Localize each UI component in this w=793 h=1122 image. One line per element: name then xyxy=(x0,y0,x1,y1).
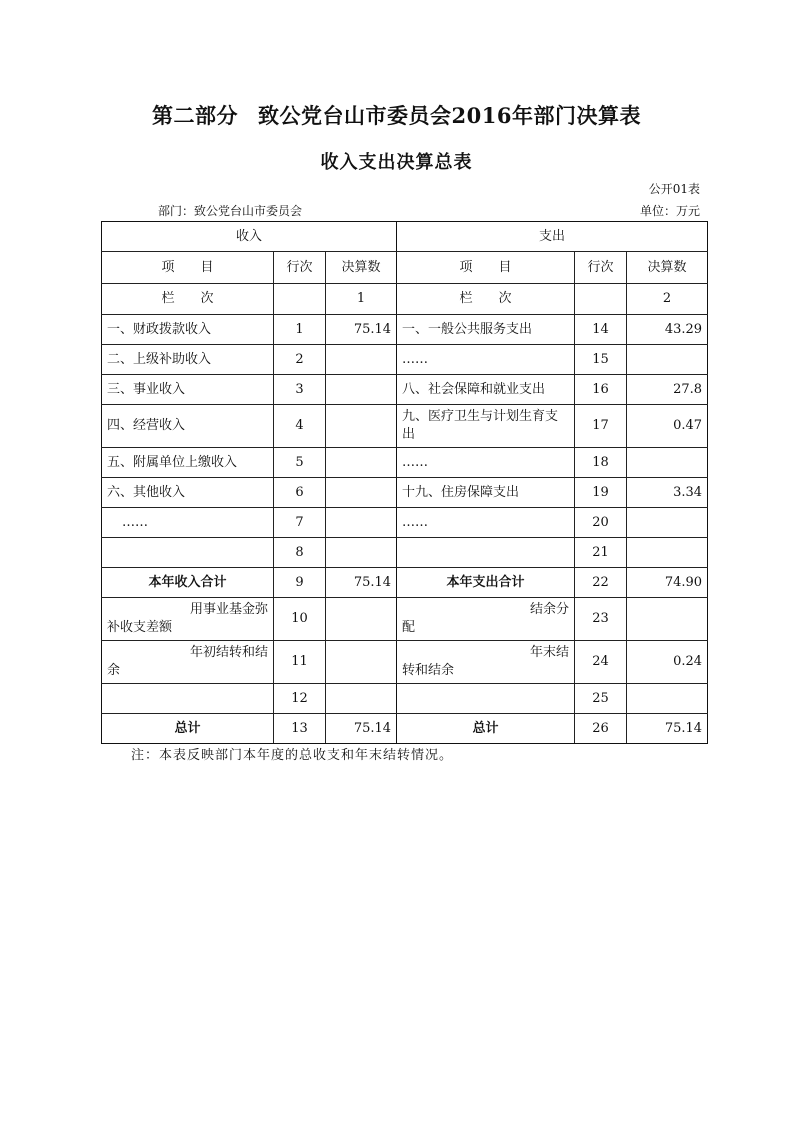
income-total-label: 本年收入合计 xyxy=(102,568,274,598)
expense-amount: 27.8 xyxy=(627,375,708,405)
income-total-line: 9 xyxy=(274,568,326,598)
expense-line: 14 xyxy=(575,315,627,345)
income-col-no: 1 xyxy=(326,284,397,315)
carry-in-amount xyxy=(326,641,397,684)
expense-total-line: 22 xyxy=(575,568,627,598)
income-line: 3 xyxy=(274,375,326,405)
grand-expense-line: 26 xyxy=(575,714,627,744)
income-total-amount: 75.14 xyxy=(326,568,397,598)
income-amount xyxy=(326,478,397,508)
expense-item: 十九、住房保障支出 xyxy=(397,478,575,508)
annual-total-row xyxy=(102,568,708,598)
expense-line: 16 xyxy=(575,375,627,405)
income-line: 6 xyxy=(274,478,326,508)
income-amount xyxy=(326,375,397,405)
expense-line: 20 xyxy=(575,508,627,538)
table-row xyxy=(102,478,708,508)
expense-amount xyxy=(627,538,708,568)
form-code: 公开01表 xyxy=(648,182,700,196)
carry-in-label-line2: 余 xyxy=(107,663,121,678)
expense-item-header: 项 目 xyxy=(397,252,575,284)
table-row xyxy=(102,345,708,375)
carry-in-line: 11 xyxy=(274,641,326,684)
expense-label-line xyxy=(575,284,627,315)
expense-amount: 3.34 xyxy=(627,478,708,508)
carry-out-label xyxy=(397,641,575,684)
carry-out-amount: 0.24 xyxy=(627,641,708,684)
grand-income-line: 13 xyxy=(274,714,326,744)
blank-expense-line: 25 xyxy=(575,684,627,714)
expense-line: 19 xyxy=(575,478,627,508)
expense-amount: 43.29 xyxy=(627,315,708,345)
table-row xyxy=(102,538,708,568)
blank-expense-item xyxy=(397,684,575,714)
title-main: 致公党台山市委员会2016年部门决算表 xyxy=(258,103,641,128)
department-label: 部门：致公党台山市委员会 xyxy=(158,204,303,218)
grand-expense-amount: 75.14 xyxy=(627,714,708,744)
expense-header: 支出 xyxy=(397,222,708,252)
expense-item: …… xyxy=(397,508,575,538)
expense-item: 八、社会保障和就业支出 xyxy=(397,375,575,405)
carry-over-row xyxy=(102,641,708,684)
surplus-amount xyxy=(627,598,708,641)
income-line: 8 xyxy=(274,538,326,568)
page-title xyxy=(0,100,793,130)
grand-income-amount: 75.14 xyxy=(326,714,397,744)
grand-income-label: 总计 xyxy=(102,714,274,744)
expense-item: …… xyxy=(397,448,575,478)
income-amount xyxy=(326,345,397,375)
blank-row xyxy=(102,684,708,714)
fund-line: 10 xyxy=(274,598,326,641)
expense-line: 18 xyxy=(575,448,627,478)
income-amount xyxy=(326,508,397,538)
income-amount xyxy=(326,405,397,448)
income-line: 1 xyxy=(274,315,326,345)
surplus-label xyxy=(397,598,575,641)
unit-label: 单位：万元 xyxy=(639,204,700,218)
table-subtitle: 收入支出决算总表 xyxy=(320,152,473,173)
income-item: 六、其他收入 xyxy=(102,478,274,508)
expense-amount: 0.47 xyxy=(627,405,708,448)
carry-out-label-line2: 转和结余 xyxy=(402,663,455,678)
fund-surplus-row xyxy=(102,598,708,641)
carry-out-line: 24 xyxy=(575,641,627,684)
carry-out-label-line1: 年末结 xyxy=(530,645,570,660)
income-item: 一、财政拨款收入 xyxy=(102,315,274,345)
carry-in-label-line1: 年初结转和结 xyxy=(189,645,268,660)
expense-line: 17 xyxy=(575,405,627,448)
income-line: 7 xyxy=(274,508,326,538)
fund-label-line1: 用事业基金弥 xyxy=(189,602,268,617)
income-line: 5 xyxy=(274,448,326,478)
expense-item xyxy=(397,538,575,568)
expense-amount xyxy=(627,508,708,538)
blank-income-amount xyxy=(326,684,397,714)
income-item: 三、事业收入 xyxy=(102,375,274,405)
table-row xyxy=(102,405,708,448)
income-amount xyxy=(326,448,397,478)
blank-expense-amount xyxy=(627,684,708,714)
table-row xyxy=(102,315,708,345)
expense-total-label: 本年支出合计 xyxy=(397,568,575,598)
expense-line-header: 行次 xyxy=(575,252,627,284)
expense-total-amount: 74.90 xyxy=(627,568,708,598)
table-row xyxy=(102,508,708,538)
expense-amount-header: 决算数 xyxy=(627,252,708,284)
income-amount: 75.14 xyxy=(326,315,397,345)
carry-in-label xyxy=(102,641,274,684)
income-amount-header: 决算数 xyxy=(326,252,397,284)
income-label-line xyxy=(274,284,326,315)
income-item: 二、上级补助收入 xyxy=(102,345,274,375)
income-item: …… xyxy=(102,508,274,538)
surplus-line: 23 xyxy=(575,598,627,641)
fund-label-line2: 补收支差额 xyxy=(107,620,173,635)
income-amount xyxy=(326,538,397,568)
column-number-row xyxy=(102,284,708,315)
table-row xyxy=(102,375,708,405)
expense-col-no: 2 xyxy=(627,284,708,315)
surplus-label-line2: 配 xyxy=(402,620,416,635)
income-line: 4 xyxy=(274,405,326,448)
fund-amount xyxy=(326,598,397,641)
section-header-row xyxy=(102,222,708,252)
expense-label-cell: 栏 次 xyxy=(397,284,575,315)
income-label-cell: 栏 次 xyxy=(102,284,274,315)
expense-amount xyxy=(627,345,708,375)
expense-line: 21 xyxy=(575,538,627,568)
income-item: 四、经营收入 xyxy=(102,405,274,448)
expense-item: 九、医疗卫生与计划生育支出 xyxy=(397,405,575,448)
income-item: 五、附属单位上缴收入 xyxy=(102,448,274,478)
title-part: 第二部分 xyxy=(152,103,239,128)
surplus-label-line1: 结余分 xyxy=(530,602,570,617)
footnote: 注：本表反映部门本年度的总收支和年末结转情况。 xyxy=(131,748,454,763)
blank-income-line: 12 xyxy=(274,684,326,714)
income-line-header: 行次 xyxy=(274,252,326,284)
table-row xyxy=(102,448,708,478)
grand-expense-label: 总计 xyxy=(397,714,575,744)
income-line: 2 xyxy=(274,345,326,375)
fund-label xyxy=(102,598,274,641)
grand-total-row xyxy=(102,714,708,744)
blank-income-item xyxy=(102,684,274,714)
income-item xyxy=(102,538,274,568)
expense-line: 15 xyxy=(575,345,627,375)
income-header: 收入 xyxy=(102,222,397,252)
budget-table xyxy=(101,221,708,744)
expense-amount xyxy=(627,448,708,478)
column-header-row xyxy=(102,252,708,284)
expense-item: 一、一般公共服务支出 xyxy=(397,315,575,345)
expense-item: …… xyxy=(397,345,575,375)
income-item-header: 项 目 xyxy=(102,252,274,284)
